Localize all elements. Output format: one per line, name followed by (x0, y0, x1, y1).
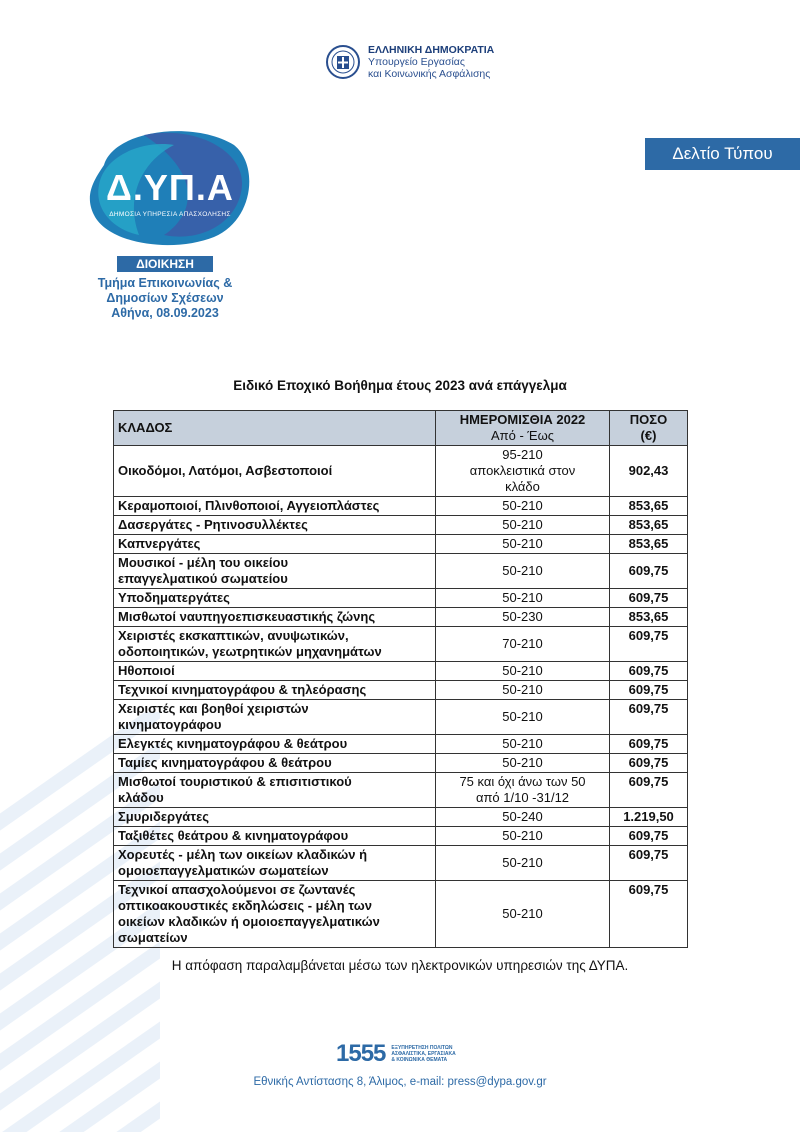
sector-line: σωματείων (118, 930, 188, 945)
amount-cell: 853,65 (610, 608, 688, 627)
sector-line: κλάδου (118, 790, 164, 805)
sector-cell (114, 627, 436, 662)
sector-line: Μουσικοί - μέλη του οικείου (118, 555, 289, 570)
sector-cell: Δασεργάτες - Ρητινοσυλλέκτες (114, 516, 436, 535)
sector-cell: Σμυριδεργάτες (114, 808, 436, 827)
col-amount-header (610, 411, 688, 446)
delivery-note: Η απόφαση παραλαμβάνεται μέσω των ηλεκτρονικών υπηρεσιών της ΔΥΠΑ. (171, 958, 629, 973)
period-cell: 50-210 (436, 881, 610, 948)
table-row (114, 627, 688, 662)
amount-cell: 853,65 (610, 516, 688, 535)
sector-cell (114, 700, 436, 735)
sector-cell (114, 773, 436, 808)
greek-emblem-icon (326, 45, 360, 79)
sector-line: Τεχνικοί απασχολούμενοι σε ζωντανές (118, 882, 356, 897)
period-cell: 50-210 (436, 535, 610, 554)
table-row (114, 700, 688, 735)
amount-cell: 853,65 (610, 497, 688, 516)
table-row (114, 446, 688, 497)
table-row (114, 735, 688, 754)
helpline-caption-line: ΑΣΦΑΛΙΣΤΙΚΑ, ΕΡΓΑΣΙΑΚΑ (391, 1051, 456, 1057)
sector-line: Μισθωτοί τουριστικού & επισιτιστικού (118, 774, 352, 789)
logo-title: Δ.ΥΠ.Α (106, 167, 234, 208)
press-release-badge: Δελτίο Τύπου (645, 138, 800, 170)
amount-cell: 609,75 (610, 754, 688, 773)
period-cell: 50-210 (436, 735, 610, 754)
amount-cell: 1.219,50 (610, 808, 688, 827)
period-value: 95-210 (502, 447, 543, 462)
ministry-line-1: ΕΛΛΗΝΙΚΗ ΔΗΜΟΚΡΑΤΙΑ (368, 44, 495, 56)
ministry-header (326, 44, 494, 80)
sector-cell (114, 846, 436, 881)
sector-cell: Καπνεργάτες (114, 535, 436, 554)
sector-line: οικείων κλαδικών ή ομοιοεπαγγελματικών (118, 914, 380, 929)
table-row (114, 827, 688, 846)
period-cell: 70-210 (436, 627, 610, 662)
sector-line: ομοιοεπαγγελματικών σωματείων (118, 863, 329, 878)
sector-cell: Οικοδόμοι, Λατόμοι, Ασβεστοποιοί (114, 446, 436, 497)
sector-line: οπτικοακουστικές εκδηλώσεις - μέλη των (118, 898, 372, 913)
amount-cell: 609,75 (610, 735, 688, 754)
footer-address: Εθνικής Αντίστασης 8, Άλιμος, e-mail: press@dypa.gov.gr (253, 1076, 547, 1088)
period-cell: 50-210 (436, 516, 610, 535)
period-cell: 50-210 (436, 497, 610, 516)
amount-cell: 609,75 (610, 681, 688, 700)
period-cell: 50-210 (436, 827, 610, 846)
sector-cell: Μισθωτοί ναυπηγοεπισκευαστικής ζώνης (114, 608, 436, 627)
amount-cell: 902,43 (610, 446, 688, 497)
sector-line: κινηματογράφου (118, 717, 222, 732)
sector-line: οδοποιητικών, γεωτρητικών μηχανημάτων (118, 644, 382, 659)
period-cell: 50-210 (436, 681, 610, 700)
amount-cell: 609,75 (610, 773, 688, 808)
amount-cell: 609,75 (610, 827, 688, 846)
period-cell: 50-210 (436, 554, 610, 589)
sector-cell: Ταμίες κινηματογράφου & θεάτρου (114, 754, 436, 773)
period-cell: 50-210 (436, 700, 610, 735)
sector-line: επαγγελματικού σωματείου (118, 571, 288, 586)
table-title: Ειδικό Εποχικό Βοήθημα έτους 2023 ανά επάγγελμα (233, 378, 567, 393)
table-row (114, 554, 688, 589)
period-cell: 50-210 (436, 754, 610, 773)
dypa-logo (84, 125, 254, 250)
period-cell (436, 446, 610, 497)
table-row (114, 773, 688, 808)
admin-badge: ΔΙΟΙΚΗΣΗ (117, 256, 213, 272)
helpline-caption-line: & ΚΟΙΝΩΝΙΚΑ ΘΕΜΑΤΑ (391, 1057, 448, 1063)
amount-cell: 609,75 (610, 662, 688, 681)
sector-cell: Τεχνικοί κινηματογράφου & τηλεόρασης (114, 681, 436, 700)
date-line: Αθήνα, 08.09.2023 (111, 306, 219, 320)
period-cell: 50-240 (436, 808, 610, 827)
period-value: 75 και όχι άνω των 50 (459, 774, 586, 789)
period-cell: 50-230 (436, 608, 610, 627)
table-row (114, 881, 688, 948)
col-amount-label: ΠΟΣΟ (629, 412, 668, 427)
amount-cell: 609,75 (610, 589, 688, 608)
col-days-sub-label: Από - Έως (490, 428, 555, 443)
helpline-number: 1555 (336, 1040, 386, 1067)
table-row (114, 846, 688, 881)
table-row (114, 516, 688, 535)
sector-line: Χειριστές και βοηθοί χειριστών (118, 701, 309, 716)
logo-subtitle: ΔΗΜΟΣΙΑ ΥΠΗΡΕΣΙΑ ΑΠΑΣΧΟΛΗΣΗΣ (109, 211, 231, 218)
sector-cell: Ταξιθέτες θεάτρου & κινηματογράφου (114, 827, 436, 846)
period-cell: 50-210 (436, 662, 610, 681)
amount-cell: 609,75 (610, 554, 688, 589)
ministry-line-3: και Κοινωνικής Ασφάλισης (368, 68, 491, 80)
amount-cell: 609,75 (610, 881, 688, 948)
ministry-line-2: Υπουργείο Εργασίας (368, 56, 465, 68)
table-row (114, 662, 688, 681)
period-note: αποκλειστικά στον (469, 463, 576, 478)
col-days-label: ΗΜΕΡΟΜΙΣΘΙΑ 2022 (459, 412, 586, 427)
sector-cell: Υποδηματεργάτες (114, 589, 436, 608)
period-note: από 1/10 -31/12 (475, 790, 570, 805)
sector-cell: Ελεγκτές κινηματογράφου & θεάτρου (114, 735, 436, 754)
period-cell: 50-210 (436, 846, 610, 881)
dept-line-2: Δημοσίων Σχέσεων (106, 291, 224, 305)
amount-cell: 609,75 (610, 700, 688, 735)
table-header-row (114, 411, 688, 446)
sector-cell (114, 554, 436, 589)
sector-cell: Ηθοποιοί (114, 662, 436, 681)
table-row (114, 681, 688, 700)
table-row (114, 497, 688, 516)
col-days-header (436, 411, 610, 446)
table-row (114, 808, 688, 827)
helpline-caption (391, 1045, 455, 1063)
sector-cell: Κεραμοποιοί, Πλινθοποιοί, Αγγειοπλάστες (114, 497, 436, 516)
period-note: κλάδο (505, 479, 540, 494)
col-amount-unit: (€) (640, 428, 657, 443)
amount-cell: 853,65 (610, 535, 688, 554)
department-info (70, 276, 260, 321)
benefit-table (113, 410, 688, 948)
dept-line-1: Τμήμα Επικοινωνίας & (97, 276, 233, 290)
amount-cell: 609,75 (610, 627, 688, 662)
period-cell: 50-210 (436, 589, 610, 608)
sector-line: Χορευτές - μέλη των οικείων κλαδικών ή (118, 847, 368, 862)
table-row (114, 589, 688, 608)
sector-line: Χειριστές εκσκαπτικών, ανυψωτικών, (118, 628, 349, 643)
col-sector-header: ΚΛΑΔΟΣ (114, 411, 436, 446)
sector-cell (114, 881, 436, 948)
footer-1555-logo (336, 1040, 456, 1068)
table-row (114, 535, 688, 554)
helpline-caption-line: ΕΞΥΠΗΡΕΤΗΣΗ ΠΟΛΙΤΩΝ (391, 1045, 453, 1051)
period-cell (436, 773, 610, 808)
table-row (114, 608, 688, 627)
amount-cell: 609,75 (610, 846, 688, 881)
table-row (114, 754, 688, 773)
